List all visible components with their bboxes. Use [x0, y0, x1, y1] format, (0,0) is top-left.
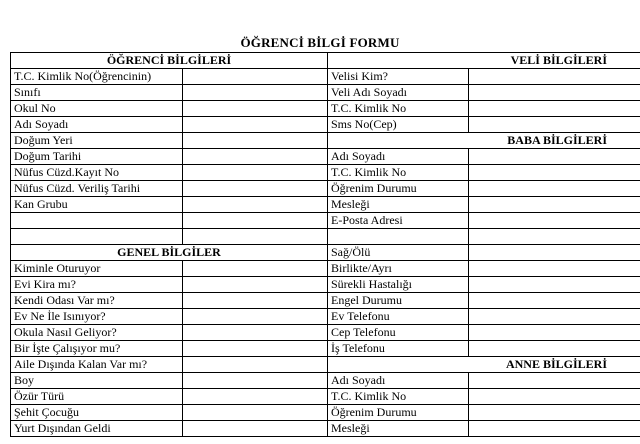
field-value-cell[interactable]	[183, 341, 328, 357]
form-row	[11, 421, 640, 437]
field-label: Bir İşte Çalışıyor mu?	[11, 341, 183, 357]
form-row	[11, 181, 640, 197]
form-title: ÖĞRENCİ BİLGİ FORMU	[240, 35, 400, 50]
field-label: Velisi Kim?	[328, 69, 469, 85]
field-label: Adı Soyadı	[11, 117, 183, 133]
field-value-cell[interactable]	[469, 293, 640, 309]
field-label: Adı Soyadı	[328, 149, 469, 165]
field-label: T.C. Kimlik No	[328, 101, 469, 117]
field-label: Veli Adı Soyadı	[328, 85, 469, 101]
field-label: Boy	[11, 373, 183, 389]
field-value-cell[interactable]	[469, 197, 640, 213]
field-value-cell[interactable]	[183, 101, 328, 117]
field-label: Sınıfı	[11, 85, 183, 101]
form-row	[11, 101, 640, 117]
field-label	[328, 229, 469, 245]
field-value-cell[interactable]	[469, 421, 640, 437]
field-value-cell[interactable]	[183, 85, 328, 101]
field-value-cell[interactable]	[469, 325, 640, 341]
form-row	[11, 85, 640, 101]
section-header-baba-bilgileri: BABA BİLGİLERİ	[328, 133, 640, 149]
field-value-cell[interactable]	[183, 213, 328, 229]
form-row	[11, 197, 640, 213]
field-label: Ev Ne İle Isınıyor?	[11, 309, 183, 325]
field-value-cell[interactable]	[183, 389, 328, 405]
field-label: Kan Grubu	[11, 197, 183, 213]
field-label: Evi Kira mı?	[11, 277, 183, 293]
field-value-cell[interactable]	[469, 245, 640, 261]
field-value-cell[interactable]	[183, 357, 328, 373]
field-label: Aile Dışında Kalan Var mı?	[11, 357, 183, 373]
form-row	[11, 357, 640, 373]
field-value-cell[interactable]	[183, 405, 328, 421]
field-label: Okul No	[11, 101, 183, 117]
form-row	[11, 293, 640, 309]
field-label: Birlikte/Ayrı	[328, 261, 469, 277]
field-value-cell[interactable]	[183, 149, 328, 165]
field-value-cell[interactable]	[183, 261, 328, 277]
field-label: Okula Nasıl Geliyor?	[11, 325, 183, 341]
field-label: Özür Türü	[11, 389, 183, 405]
section-header-anne-bilgileri: ANNE BİLGİLERİ	[328, 357, 640, 373]
form-row	[11, 53, 640, 69]
form-row	[11, 373, 640, 389]
field-label: T.C. Kimlik No(Öğrencinin)	[11, 69, 183, 85]
field-value-cell[interactable]	[183, 277, 328, 293]
field-value-cell[interactable]	[469, 341, 640, 357]
field-label: Doğum Yeri	[11, 133, 183, 149]
field-label: Engel Durumu	[328, 293, 469, 309]
field-label: E-Posta Adresi	[328, 213, 469, 229]
field-value-cell[interactable]	[469, 85, 640, 101]
field-value-cell[interactable]	[183, 293, 328, 309]
section-header-ogrenci-bilgileri: ÖĞRENCİ BİLGİLERİ	[11, 53, 328, 69]
field-label: Doğum Tarihi	[11, 149, 183, 165]
field-value-cell[interactable]	[183, 197, 328, 213]
field-value-cell[interactable]	[469, 101, 640, 117]
student-info-form-table	[10, 52, 640, 437]
field-value-cell[interactable]	[469, 117, 640, 133]
field-value-cell[interactable]	[469, 389, 640, 405]
field-value-cell[interactable]	[183, 181, 328, 197]
field-label: Cep Telefonu	[328, 325, 469, 341]
field-label: Kendi Odası Var mı?	[11, 293, 183, 309]
section-header-veli-bilgileri: VELİ BİLGİLERİ	[328, 53, 640, 69]
field-label: Ev Telefonu	[328, 309, 469, 325]
form-row	[11, 309, 640, 325]
field-label: T.C. Kimlik No	[328, 165, 469, 181]
field-value-cell[interactable]	[469, 213, 640, 229]
form-row	[11, 165, 640, 181]
field-value-cell[interactable]	[469, 309, 640, 325]
field-value-cell[interactable]	[469, 149, 640, 165]
field-value-cell[interactable]	[183, 133, 328, 149]
field-value-cell[interactable]	[183, 373, 328, 389]
field-label: Öğrenim Durumu	[328, 405, 469, 421]
field-label: Sms No(Cep)	[328, 117, 469, 133]
field-label: Sağ/Ölü	[328, 245, 469, 261]
field-value-cell[interactable]	[469, 277, 640, 293]
field-label	[11, 229, 183, 245]
field-value-cell[interactable]	[183, 165, 328, 181]
form-row	[11, 213, 640, 229]
field-value-cell[interactable]	[183, 69, 328, 85]
form-row	[11, 229, 640, 245]
field-label: Sürekli Hastalığı	[328, 277, 469, 293]
field-label: Mesleği	[328, 421, 469, 437]
section-header-genel-bilgiler: GENEL BİLGİLER	[11, 245, 328, 261]
form-row	[11, 69, 640, 85]
field-value-cell[interactable]	[469, 165, 640, 181]
field-label: Şehit Çocuğu	[11, 405, 183, 421]
form-row	[11, 325, 640, 341]
field-label: Nüfus Cüzd.Kayıt No	[11, 165, 183, 181]
field-label: Öğrenim Durumu	[328, 181, 469, 197]
field-value-cell[interactable]	[469, 373, 640, 389]
field-label: İş Telefonu	[328, 341, 469, 357]
field-value-cell[interactable]	[469, 229, 640, 245]
form-row	[11, 149, 640, 165]
field-label: Mesleği	[328, 197, 469, 213]
field-value-cell[interactable]	[183, 309, 328, 325]
field-label: Yurt Dışından Geldi	[11, 421, 183, 437]
field-label: Kiminle Oturuyor	[11, 261, 183, 277]
field-value-cell[interactable]	[469, 405, 640, 421]
field-value-cell[interactable]	[183, 421, 328, 437]
field-value-cell[interactable]	[469, 181, 640, 197]
form-row	[11, 277, 640, 293]
field-label: Nüfus Cüzd. Veriliş Tarihi	[11, 181, 183, 197]
field-label	[11, 213, 183, 229]
form-row	[11, 389, 640, 405]
field-value-cell[interactable]	[469, 69, 640, 85]
field-value-cell[interactable]	[469, 261, 640, 277]
form-row	[11, 405, 640, 421]
form-row	[11, 117, 640, 133]
form-row	[11, 133, 640, 149]
field-label: T.C. Kimlik No	[328, 389, 469, 405]
field-value-cell[interactable]	[183, 325, 328, 341]
form-row	[11, 341, 640, 357]
field-value-cell[interactable]	[183, 229, 328, 245]
field-label: Adı Soyadı	[328, 373, 469, 389]
form-row	[11, 261, 640, 277]
form-row	[11, 245, 640, 261]
field-value-cell[interactable]	[183, 117, 328, 133]
